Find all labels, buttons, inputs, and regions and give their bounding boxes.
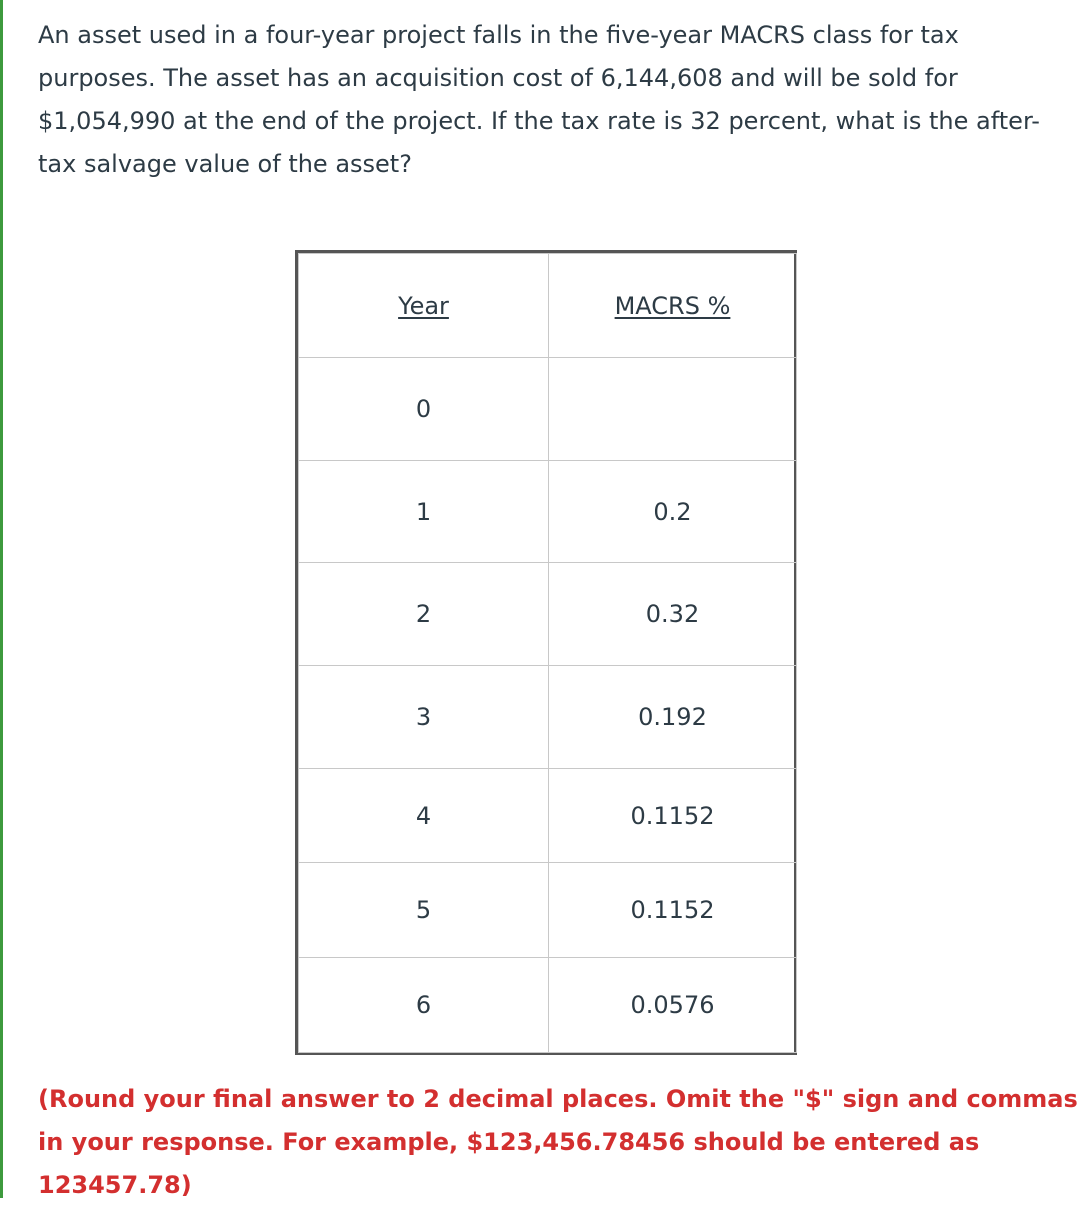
macrs-cell: 0.32 [549,563,797,666]
year-cell: 3 [299,666,549,769]
year-cell: 4 [299,769,549,863]
header-year-cell [299,254,549,358]
table-row [299,958,797,1053]
header-macrs: MACRS % [614,291,731,320]
year-cell: 5 [299,863,549,958]
year-cell: 2 [299,563,549,666]
table-header-row [299,254,797,358]
header-macrs-cell [549,254,797,358]
table-row [299,461,797,563]
table-row [299,863,797,958]
table-row [299,769,797,863]
left-border-accent [0,0,3,1198]
year-cell: 0 [299,358,549,461]
rounding-instructions: (Round your final answer to 2 decimal places. Omit the "$" sign and commas in your response. For example, $123,456.78456 should be entered as 123457.78) [38,1085,1078,1199]
year-cell: 6 [299,958,549,1053]
macrs-cell: 0.1152 [549,769,797,863]
macrs-cell: 0.192 [549,666,797,769]
macrs-table [295,250,797,1055]
table-row [299,358,797,461]
macrs-cell: 0.0576 [549,958,797,1053]
table-row [299,563,797,666]
macrs-cell [549,358,797,461]
question-text: An asset used in a four-year project falls in the five-year MACRS class for tax purposes. The asset has an acquisition cost of 6,144,608 and will be sold for $1,054,990 at the end of the project. If the tax rate is 32 percent, what is the after-tax salvage value of the asset? [38,21,1040,178]
table-row [299,666,797,769]
macrs-cell: 0.1152 [549,863,797,958]
year-cell: 1 [299,461,549,563]
header-year: Year [398,291,449,320]
macrs-cell: 0.2 [549,461,797,563]
macrs-table-grid [298,253,797,1053]
